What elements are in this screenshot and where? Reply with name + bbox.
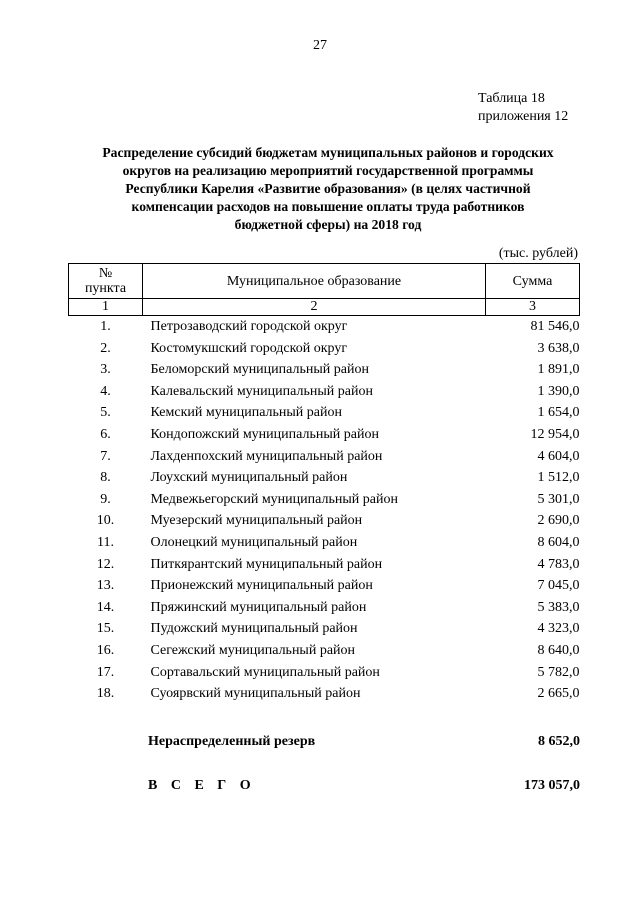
row-number: 4. [100, 383, 111, 399]
header-sum: Сумма [486, 264, 580, 299]
table-row [69, 316, 580, 338]
row-municipality: Лахденпохский муниципальный район [150, 448, 383, 464]
table-row [69, 359, 580, 381]
header-number-line2: пункта [84, 281, 127, 296]
row-sum: 2 690,0 [537, 513, 580, 529]
row-number: 1. [100, 319, 111, 334]
row-sum: 2 665,0 [537, 686, 580, 702]
row-municipality: Питкярантский муниципальный район [150, 556, 383, 572]
total-value: 173 057,0 [524, 778, 580, 793]
row-number: 3. [100, 362, 111, 378]
subsidy-table [68, 263, 580, 705]
row-sum: 8 604,0 [537, 534, 580, 550]
table-row [69, 510, 580, 532]
row-municipality: Кондопожский муниципальный район [150, 426, 379, 442]
row-sum: 5 782,0 [537, 664, 580, 680]
table-row [69, 640, 580, 662]
row-municipality: Петрозаводский городской округ [150, 319, 348, 334]
table-row [69, 489, 580, 511]
row-number: 10. [96, 513, 115, 529]
header-number [69, 264, 143, 299]
row-sum: 1 654,0 [537, 405, 580, 421]
row-municipality: Прионежский муниципальный район [150, 578, 373, 594]
title-line: компенсации расходов на повышение оплаты труда работников [131, 199, 525, 214]
row-number: 6. [100, 426, 111, 442]
row-municipality: Муезерский муниципальный район [150, 513, 363, 529]
row-number: 17. [96, 664, 115, 680]
table-row [69, 402, 580, 424]
table-body [69, 316, 580, 705]
title-line: Республики Карелия «Развитие образования» (в целях частичной [125, 181, 531, 196]
table-header-row [69, 264, 580, 299]
row-number: 5. [100, 405, 111, 421]
column-index: 3 [486, 299, 580, 316]
row-sum: 7 045,0 [537, 578, 580, 594]
header-municipality: Муниципальное образование [143, 264, 486, 299]
column-index: 1 [69, 299, 143, 316]
table-row [69, 597, 580, 619]
table-row [69, 683, 580, 705]
table-reference-line2: приложения 12 [478, 109, 569, 124]
header-number-line1: № [98, 266, 113, 281]
row-sum: 4 604,0 [537, 448, 580, 464]
row-municipality: Беломорский муниципальный район [150, 362, 369, 378]
row-sum: 1 512,0 [537, 470, 580, 486]
table-row [69, 424, 580, 446]
row-municipality: Олонецкий муниципальный район [150, 534, 358, 550]
total-row [148, 778, 580, 794]
table-row [69, 618, 580, 640]
row-number: 18. [96, 686, 115, 702]
units-label: (тыс. рублей) [498, 246, 578, 261]
row-sum: 1 891,0 [537, 362, 580, 378]
row-municipality: Пряжинский муниципальный район [150, 599, 367, 615]
row-sum: 3 638,0 [537, 340, 580, 356]
row-municipality: Пудожский муниципальный район [150, 621, 358, 637]
table-row [69, 554, 580, 576]
table-row [69, 446, 580, 468]
title-line: Распределение субсидий бюджетам муниципальных районов и городских [102, 145, 554, 160]
row-municipality: Лоухский муниципальный район [150, 470, 348, 486]
table-row [69, 575, 580, 597]
document-title [70, 144, 586, 234]
title-line: округов на реализацию мероприятий государственной программы [122, 163, 534, 178]
row-number: 12. [96, 556, 115, 572]
row-sum: 5 301,0 [537, 491, 580, 507]
table-reference-line1: Таблица 18 [478, 91, 545, 106]
reserve-label: Нераспределенный резерв [148, 734, 316, 749]
row-sum: 12 954,0 [530, 426, 580, 442]
row-sum: 4 783,0 [537, 556, 580, 572]
row-number: 2. [100, 340, 111, 356]
table-reference [478, 90, 568, 126]
table-row [69, 467, 580, 489]
table-row [69, 662, 580, 684]
row-municipality: Суоярвский муниципальный район [150, 686, 361, 702]
row-municipality: Калевальский муниципальный район [150, 383, 373, 399]
row-number: 13. [96, 578, 115, 594]
row-municipality: Костомукшский городской округ [150, 340, 348, 356]
row-number: 8. [100, 470, 111, 486]
row-municipality: Медвежьегорский муниципальный район [150, 491, 398, 507]
row-number: 11. [97, 534, 114, 550]
reserve-row [148, 734, 580, 750]
column-index-row [69, 299, 580, 316]
total-label: В С Е Г О [148, 778, 256, 793]
row-municipality: Сегежский муниципальный район [150, 642, 356, 658]
reserve-value: 8 652,0 [538, 734, 580, 749]
column-index: 2 [143, 299, 486, 316]
row-number: 15. [96, 621, 115, 637]
row-sum: 5 383,0 [537, 599, 580, 615]
row-sum: 81 546,0 [530, 319, 580, 334]
row-number: 14. [96, 599, 115, 615]
title-line: бюджетной сферы) на 2018 год [234, 217, 422, 232]
row-sum: 8 640,0 [537, 642, 580, 658]
row-sum: 1 390,0 [537, 383, 580, 399]
row-number: 9. [100, 491, 111, 507]
row-municipality: Кемский муниципальный район [150, 405, 342, 421]
row-number: 16. [96, 642, 115, 658]
table-row [69, 338, 580, 360]
page-number: 27 [313, 38, 327, 53]
row-number: 7. [100, 448, 111, 464]
table-row [69, 381, 580, 403]
table-row [69, 532, 580, 554]
row-sum: 4 323,0 [537, 621, 580, 637]
row-municipality: Сортавальский муниципальный район [150, 664, 380, 680]
